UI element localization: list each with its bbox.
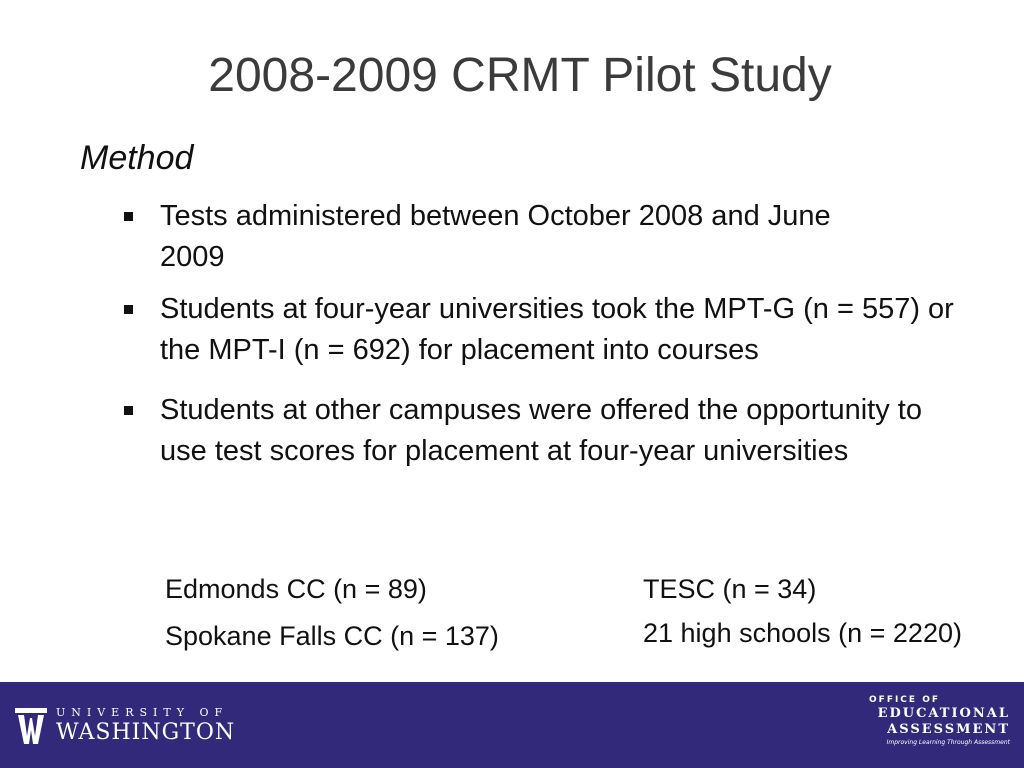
oea-logo-tagline: Improving Learning Through Assessment [886, 739, 1010, 746]
university-of-washington-logo [14, 704, 254, 748]
oea-logo-line2: EDUCATIONAL [877, 706, 1010, 721]
campus-item: 21 high schools (n = 2220) [643, 618, 962, 648]
bullet-text: Students at four-year universities took the MPT-G (n = 557) or the MPT-I (n = 692) for placement into courses [160, 293, 954, 366]
uw-w-icon [14, 706, 48, 746]
oea-logo-line1: OFFICE OF [869, 695, 940, 705]
bullet-marker-icon [124, 406, 133, 415]
footer-bar [0, 682, 1024, 768]
bullet-item [124, 390, 960, 472]
bullet-list [124, 196, 954, 472]
uw-logo-line1: UNIVERSITY OF [56, 706, 229, 719]
office-of-educational-assessment-logo [860, 694, 1010, 758]
slide-title: 2008-2009 CRMT Pilot Study [208, 49, 832, 102]
oea-logo-line3: ASSESSMENT [887, 722, 1010, 737]
campus-list [165, 568, 1024, 658]
section-heading: Method [80, 139, 194, 177]
campus-item: Spokane Falls CC (n = 137) [165, 621, 499, 651]
bullet-text: Tests administered between October 2008 and June 2009 [160, 200, 831, 273]
bullet-item [124, 196, 880, 278]
campus-item: TESC (n = 34) [643, 574, 817, 604]
bullet-item [124, 289, 960, 371]
bullet-text: Students at other campuses were offered the opportunity to use test scores for placement at four-year universities [160, 394, 922, 467]
campus-item: Edmonds CC (n = 89) [165, 574, 427, 604]
bullet-marker-icon [124, 212, 133, 221]
bullet-marker-icon [124, 305, 133, 314]
uw-logo-line2: WASHINGTON [56, 720, 236, 745]
